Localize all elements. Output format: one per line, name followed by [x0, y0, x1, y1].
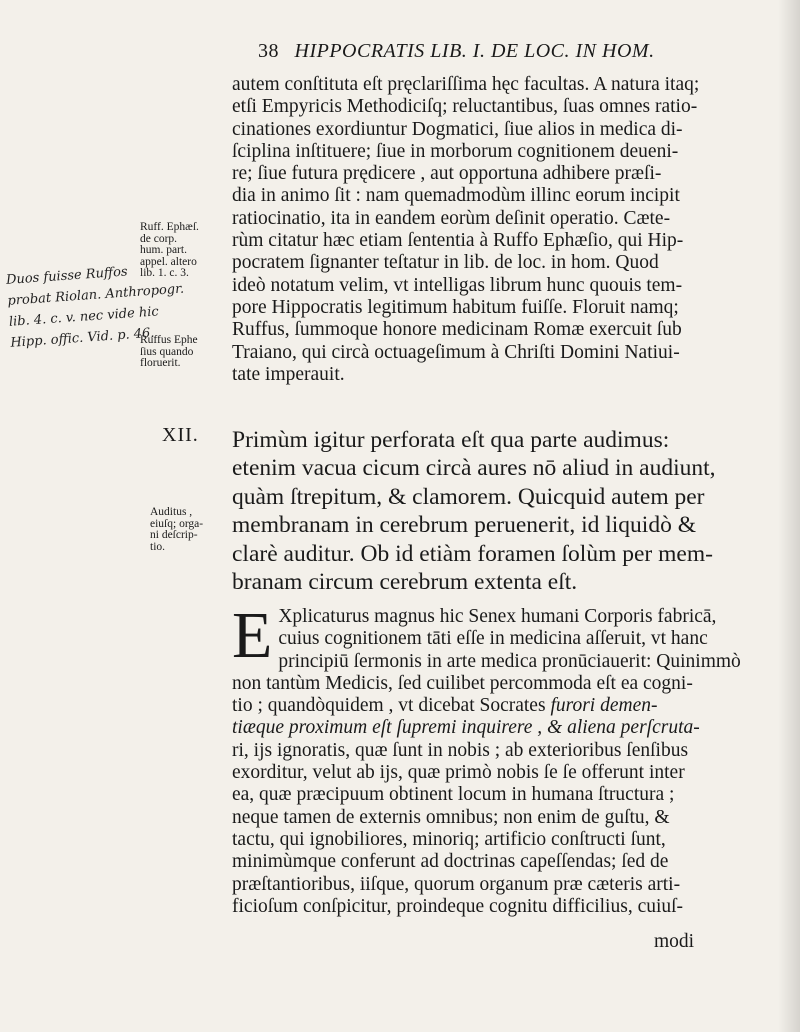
- page-number: 38: [258, 40, 279, 62]
- margin-line: floruerit.: [140, 357, 181, 369]
- text-line: ea, quæ præcipuum obtinent locum in humana ſtructura ;: [232, 784, 675, 806]
- margin-line: ni deſcrip-: [150, 529, 198, 541]
- text-line: ficioſum conſpicitur, proindeque cognitu difficilius, cuiuſ-: [232, 895, 684, 917]
- text-line: Xplicaturus magnus hic Senex humani Corporis fabricā,: [278, 606, 717, 627]
- text-line: pore Hippocratis legitimum habitum fuiſſe. Floruit namq;: [232, 296, 679, 318]
- text-line: clarè auditur. Ob id etiàm foramen ſolùm per mem-: [232, 540, 713, 567]
- text-line: tiæque proximum eſt ſupremi inquirere , & aliena perſcruta-: [232, 717, 700, 739]
- text-line: pocratem ſignanter teſtatur in lib. de loc. in hom. Quod: [232, 252, 659, 274]
- text-line: cuius cognitionem tāti eſſe in medicina aſſeruit, vt hanc: [278, 628, 708, 650]
- text-line: Primùm igitur perforata eſt qua parte audimus:: [232, 427, 670, 453]
- running-header: [258, 40, 728, 63]
- text-line: principiū ſermonis in arte medica pronūciauerit: Quinimmò: [278, 650, 741, 672]
- text-line: exorditur, velut ab ijs, quæ primò nobis ſe ſe offerunt inter: [232, 762, 685, 784]
- margin-line: appel. altero: [140, 255, 197, 268]
- text-line: ratiocinatio, ita in eandem eorùm deſinit operatio. Cæte-: [232, 207, 671, 229]
- section-number: XII.: [162, 424, 199, 446]
- text-fragment: tio ; quandòquidem , vt dicebat Socrates: [232, 695, 546, 717]
- text-line: membranam in cerebrum peruenerit, id liquidò &: [232, 512, 696, 539]
- margin-line: ſius quando: [140, 345, 194, 358]
- handwritten-line: Hipp. offic. Vid. p. 46.: [9, 325, 155, 351]
- text-line: Ruffus, ſummoque honore medicinam Romæ exercuit ſub: [232, 319, 682, 341]
- text-line: re; ſiue futura prędicere , aut opportuna adhibere præſi-: [232, 163, 662, 185]
- margin-line: eiuſq; orga-: [150, 517, 204, 530]
- handwritten-line: probat Riolan. Anthropogr.: [7, 281, 185, 309]
- handwritten-line: lib. 4. c. v. nec vide hic: [8, 304, 160, 330]
- drop-cap: E: [232, 599, 273, 672]
- text-line: etſi Empyricis Methodiciſq; reluctantibus, ſuas omnes ratio-: [232, 96, 698, 118]
- italic-fragment: furori demen-: [550, 695, 658, 717]
- text-line: ſciplina inſtituere; ſiue in morborum cognitionem deueni-: [232, 140, 679, 162]
- text-line: tactu, qui ignobiliores, minoriq; artificio conſtructi ſunt,: [232, 828, 666, 850]
- text-line: [232, 695, 760, 717]
- text-line: tate imperauit.: [232, 363, 345, 385]
- text-line: non tantùm Medicis, ſed cuilibet percommoda eſt ea cogni-: [232, 672, 693, 694]
- running-title: HIPPOCRATIS LIB. I. DE LOC. IN HOM.: [294, 40, 655, 62]
- paragraph-hippocrates-text: [232, 426, 760, 596]
- margin-note-auditus: [150, 507, 203, 553]
- margin-line: Ruff. Ephæſ.: [140, 221, 199, 233]
- margin-line: Ruffus Ephe: [140, 334, 198, 346]
- text-line: quàm ſtrepitum, & clamorem. Quicquid autem per: [232, 483, 705, 510]
- text-line: præſtantioribus, iiſque, quorum organum præ cæteris arti-: [232, 873, 681, 895]
- margin-line: hum. part.: [140, 244, 187, 256]
- margin-line: lib. 1. c. 3.: [140, 267, 189, 279]
- text-line: autem conſtituta eſt pręclariſſima hęc facultas. A natura itaq;: [232, 74, 700, 95]
- paragraph-commentary-2: [232, 599, 760, 918]
- text-line: minimùmque conferunt ad doctrinas capeſſendas; ſed de: [232, 851, 669, 873]
- text-line: etenim vacua cicum circà aures nō aliud in audiunt,: [232, 455, 716, 482]
- margin-line: Auditus ,: [150, 506, 193, 518]
- page-edge-shadow: [778, 0, 800, 1032]
- margin-line: de corp.: [140, 232, 178, 245]
- text-line: rùm citatur hæc etiam ſententia à Ruffo Ephæſio, qui Hip-: [232, 230, 684, 252]
- text-line: cinationes exordiuntur Dogmatici, ſiue alios in medica di-: [232, 118, 683, 140]
- handwritten-line: Duos fuisse Ruffos: [5, 264, 129, 288]
- margin-line: tio.: [150, 540, 166, 553]
- text-line: dia in animo ſit : nam quemadmodùm illinc eorum incipit: [232, 185, 680, 207]
- text-line: ideò notatum velim, vt intelligas librum hunc quouis tem-: [232, 274, 683, 296]
- catchword: modi: [654, 931, 695, 952]
- paragraph-commentary-1: [232, 74, 760, 386]
- text-line: Traiano, qui circà octuageſimum à Chriſti Domini Natiui-: [232, 341, 680, 363]
- text-line: neque tamen de externis omnibus; non enim de guſtu, &: [232, 806, 670, 828]
- text-line: ri, ijs ignoratis, quæ ſunt in nobis ; ab exterioribus ſenſibus: [232, 739, 689, 761]
- handwritten-annotation: [5, 254, 235, 353]
- text-line: branam circum cerebrum extenta eſt.: [232, 569, 578, 596]
